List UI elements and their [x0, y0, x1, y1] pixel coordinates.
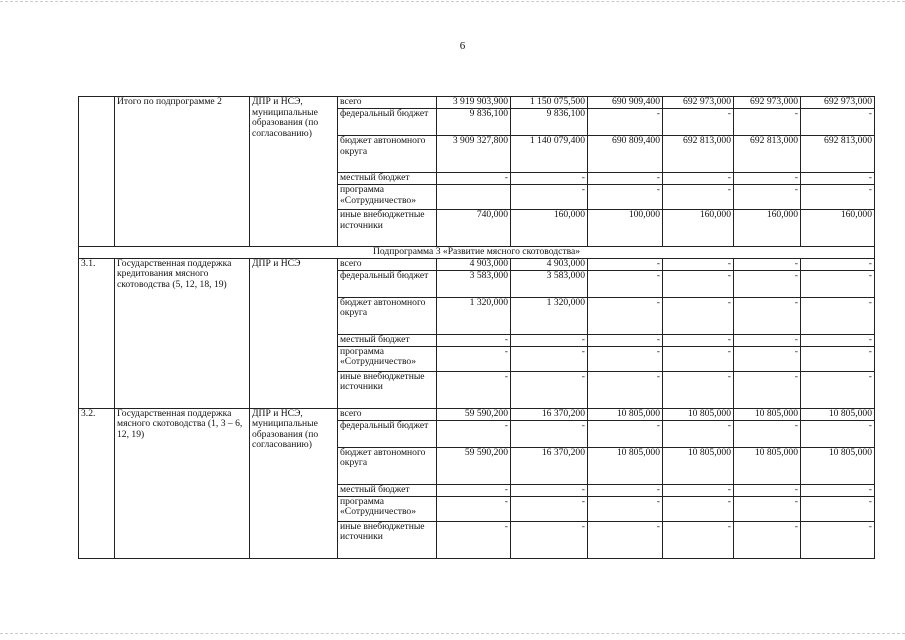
funding-source: бюджет автономного округа [338, 447, 437, 484]
activity-name: Государственная поддержка кредитования мясного скотоводства (5, 12, 18, 19) [115, 258, 250, 408]
amount-cell: 10 805,000 [801, 447, 875, 484]
scan-bottom-edge [0, 633, 905, 634]
amount-cell: - [437, 173, 511, 185]
amount-cell: - [437, 484, 511, 496]
amount-cell: 160,000 [663, 210, 734, 247]
page-number: 6 [459, 40, 466, 52]
amount-cell: 100,000 [588, 210, 663, 247]
amount-cell: - [588, 371, 663, 408]
amount-cell: - [801, 297, 875, 334]
funding-source: иные внебюджетные источники [338, 210, 437, 247]
executor: ДПР и НСЭ [250, 258, 338, 408]
amount-cell: - [663, 334, 734, 346]
amount-cell: 160,000 [511, 210, 588, 247]
amount-cell: - [588, 258, 663, 270]
amount-cell: 692 973,000 [734, 97, 801, 109]
amount-cell: 740,000 [437, 210, 511, 247]
amount-cell: - [588, 484, 663, 496]
amount-cell: - [511, 173, 588, 185]
funding-source: федеральный бюджет [338, 420, 437, 447]
amount-cell: - [437, 371, 511, 408]
amount-cell: - [801, 109, 875, 136]
amount-cell: - [588, 109, 663, 136]
amount-cell: - [734, 334, 801, 346]
amount-cell: - [663, 521, 734, 558]
amount-cell: - [511, 496, 588, 521]
amount-cell: - [734, 185, 801, 210]
amount-cell: - [663, 371, 734, 408]
amount-cell: - [511, 371, 588, 408]
amount-cell: - [801, 484, 875, 496]
row-number: 3.2. [79, 408, 115, 558]
amount-cell: - [588, 270, 663, 297]
amount-cell: - [588, 185, 663, 210]
amount-cell: - [588, 496, 663, 521]
amount-cell: 4 903,000 [511, 258, 588, 270]
funding-source: программа «Сотрудничество» [338, 185, 437, 210]
amount-cell: - [734, 484, 801, 496]
amount-cell: 160,000 [801, 210, 875, 247]
amount-cell: - [437, 346, 511, 371]
amount-cell: - [437, 420, 511, 447]
amount-cell: 692 973,000 [663, 97, 734, 109]
amount-cell: - [663, 258, 734, 270]
amount-cell: - [734, 270, 801, 297]
amount-cell: - [801, 496, 875, 521]
amount-cell: - [734, 420, 801, 447]
subprogram-title: Подпрограмма 3 «Развитие мясного скотоводства» [79, 247, 875, 259]
amount-cell: 692 973,000 [801, 97, 875, 109]
amount-cell: - [801, 173, 875, 185]
funding-source: всего [338, 408, 437, 420]
amount-cell: 10 805,000 [801, 408, 875, 420]
amount-cell: - [663, 420, 734, 447]
amount-cell: - [588, 173, 663, 185]
amount-cell: 4 903,000 [437, 258, 511, 270]
funding-source: всего [338, 258, 437, 270]
amount-cell: - [801, 258, 875, 270]
amount-cell: 692 813,000 [663, 136, 734, 173]
amount-cell: 1 320,000 [511, 297, 588, 334]
amount-cell: - [437, 334, 511, 346]
amount-cell: - [588, 346, 663, 371]
amount-cell: - [663, 185, 734, 210]
table-row [79, 258, 875, 270]
amount-cell: 10 805,000 [588, 408, 663, 420]
amount-cell: - [663, 484, 734, 496]
amount-cell: 10 805,000 [663, 408, 734, 420]
amount-cell [437, 185, 511, 210]
amount-cell: 160,000 [734, 210, 801, 247]
amount-cell: - [663, 109, 734, 136]
amount-cell: - [801, 334, 875, 346]
amount-cell: - [663, 173, 734, 185]
amount-cell: - [511, 334, 588, 346]
amount-cell: - [734, 346, 801, 371]
executor: ДПР и НСЭ, муниципальные образования (по согласованию) [250, 97, 338, 247]
amount-cell: 3 919 903,900 [437, 97, 511, 109]
amount-cell: 10 805,000 [588, 447, 663, 484]
funding-source: местный бюджет [338, 334, 437, 346]
amount-cell: 10 805,000 [734, 408, 801, 420]
amount-cell: - [734, 521, 801, 558]
amount-cell: - [801, 420, 875, 447]
table-row [79, 97, 875, 109]
funding-source: местный бюджет [338, 173, 437, 185]
amount-cell: - [511, 420, 588, 447]
amount-cell: - [511, 185, 588, 210]
amount-cell: - [588, 420, 663, 447]
amount-cell: 690 909,400 [588, 97, 663, 109]
amount-cell: - [588, 297, 663, 334]
amount-cell: - [734, 297, 801, 334]
amount-cell: 9 836,100 [511, 109, 588, 136]
funding-source: всего [338, 97, 437, 109]
amount-cell: 692 813,000 [801, 136, 875, 173]
budget-table [78, 96, 875, 559]
executor: ДПР и НСЭ, муниципальные образования (по согласованию) [250, 408, 338, 558]
amount-cell: 9 836,100 [437, 109, 511, 136]
amount-cell: - [801, 521, 875, 558]
amount-cell: 3 909 327,800 [437, 136, 511, 173]
amount-cell: - [588, 521, 663, 558]
funding-source: местный бюджет [338, 484, 437, 496]
amount-cell: - [511, 484, 588, 496]
amount-cell: - [663, 270, 734, 297]
amount-cell: - [663, 346, 734, 371]
activity-name: Итого по подпрограмме 2 [115, 97, 250, 247]
row-number [79, 97, 115, 247]
amount-cell: - [588, 334, 663, 346]
amount-cell: 16 370,200 [511, 408, 588, 420]
funding-source: программа «Сотрудничество» [338, 346, 437, 371]
amount-cell: 1 320,000 [437, 297, 511, 334]
funding-source: иные внебюджетные источники [338, 521, 437, 558]
amount-cell: - [734, 173, 801, 185]
amount-cell: - [734, 258, 801, 270]
amount-cell: - [734, 496, 801, 521]
amount-cell: 3 583,000 [437, 270, 511, 297]
amount-cell: 16 370,200 [511, 447, 588, 484]
funding-source: программа «Сотрудничество» [338, 496, 437, 521]
amount-cell: - [511, 346, 588, 371]
amount-cell: 10 805,000 [663, 447, 734, 484]
amount-cell: - [801, 185, 875, 210]
subprogram-header-row [79, 247, 875, 259]
amount-cell: - [801, 346, 875, 371]
amount-cell: - [437, 496, 511, 521]
amount-cell: 1 140 079,400 [511, 136, 588, 173]
funding-source: федеральный бюджет [338, 109, 437, 136]
amount-cell: 3 583,000 [511, 270, 588, 297]
amount-cell: - [437, 521, 511, 558]
table-row [79, 408, 875, 420]
funding-source: иные внебюджетные источники [338, 371, 437, 408]
funding-source: федеральный бюджет [338, 270, 437, 297]
amount-cell: 1 150 075,500 [511, 97, 588, 109]
funding-source: бюджет автономного округа [338, 136, 437, 173]
amount-cell: - [801, 270, 875, 297]
amount-cell: 59 590,200 [437, 447, 511, 484]
amount-cell: 10 805,000 [734, 447, 801, 484]
amount-cell: 59 590,200 [437, 408, 511, 420]
amount-cell: - [663, 496, 734, 521]
amount-cell: - [734, 109, 801, 136]
amount-cell: - [734, 371, 801, 408]
activity-name: Государственная поддержка мясного скотоводства (1, 3 – 6, 12, 19) [115, 408, 250, 558]
amount-cell: - [801, 371, 875, 408]
amount-cell: 690 809,400 [588, 136, 663, 173]
funding-source: бюджет автономного округа [338, 297, 437, 334]
scan-top-edge [0, 1, 905, 2]
amount-cell: 692 813,000 [734, 136, 801, 173]
amount-cell: - [663, 297, 734, 334]
amount-cell: - [511, 521, 588, 558]
row-number: 3.1. [79, 258, 115, 408]
